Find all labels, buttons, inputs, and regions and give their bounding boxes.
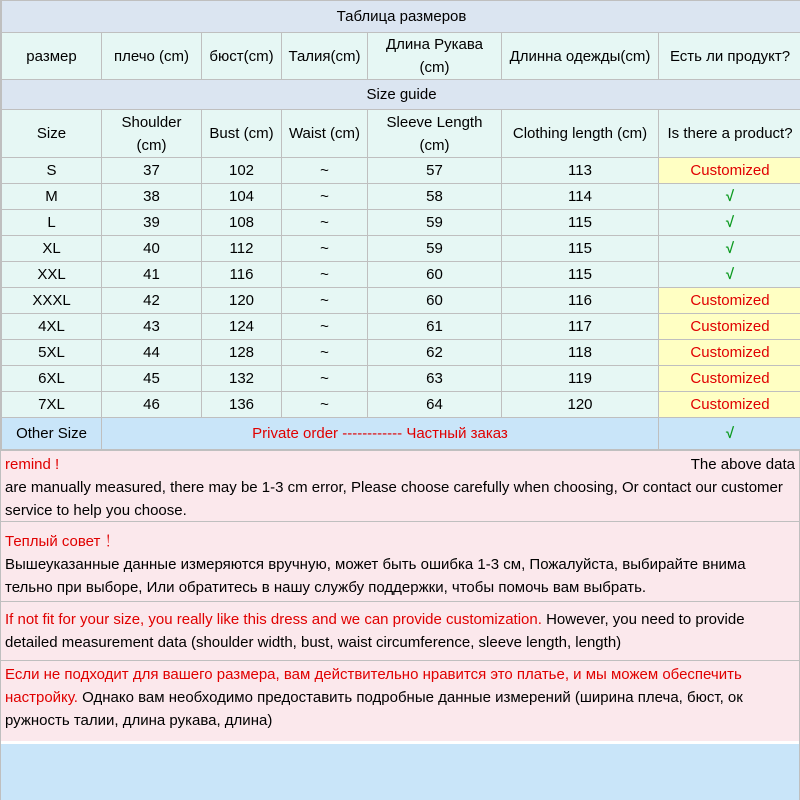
cell-shoulder: 46 xyxy=(102,392,202,418)
checkmark-icon: √ xyxy=(659,262,800,288)
cell-shoulder: 39 xyxy=(102,210,202,236)
cell-shoulder: 45 xyxy=(102,366,202,392)
checkmark-icon: √ xyxy=(659,210,800,236)
header-ru-length: Длинна одежды(cm) xyxy=(502,33,659,80)
cell-sleeve: 59 xyxy=(368,210,502,236)
other-size-row xyxy=(2,418,800,450)
checkmark-icon: √ xyxy=(659,418,800,450)
header-en-sleeve: Sleeve Length (cm) xyxy=(368,110,502,158)
size-table xyxy=(1,0,800,450)
cell-size: S xyxy=(2,158,102,184)
cell-length: 116 xyxy=(502,288,659,314)
customized-badge: Customized xyxy=(659,340,800,366)
cell-length: 120 xyxy=(502,392,659,418)
table-title-ru: Таблица размеров xyxy=(2,1,800,33)
customized-badge: Customized xyxy=(659,314,800,340)
remind-title: remind ! xyxy=(5,456,60,473)
cell-bust: 102 xyxy=(202,158,282,184)
cell-size: 4XL xyxy=(2,314,102,340)
header-ru-size: размер xyxy=(2,33,102,80)
cell-size: 6XL xyxy=(2,366,102,392)
cell-shoulder: 44 xyxy=(102,340,202,366)
cell-bust: 108 xyxy=(202,210,282,236)
cell-sleeve: 57 xyxy=(368,158,502,184)
table-row xyxy=(2,314,800,340)
header-en-bust: Bust (cm) xyxy=(202,110,282,158)
customized-badge: Customized xyxy=(659,288,800,314)
cell-length: 115 xyxy=(502,210,659,236)
title-en-row xyxy=(2,80,800,110)
cell-waist: ~ xyxy=(282,340,368,366)
cell-shoulder: 42 xyxy=(102,288,202,314)
cell-sleeve: 60 xyxy=(368,262,502,288)
cell-length: 118 xyxy=(502,340,659,366)
table-row xyxy=(2,392,800,418)
cell-length: 115 xyxy=(502,262,659,288)
table-row xyxy=(2,210,800,236)
cell-size: XL xyxy=(2,236,102,262)
cell-size: XXL xyxy=(2,262,102,288)
cell-shoulder: 41 xyxy=(102,262,202,288)
custom-ru-red: Если не подходит для вашего размера, вам действительно нравится это платье, и мы можем обеспечить настройку. xyxy=(5,666,742,706)
table-row xyxy=(2,340,800,366)
cell-sleeve: 61 xyxy=(368,314,502,340)
cell-bust: 120 xyxy=(202,288,282,314)
private-order-text: Private order ------------ Частный заказ xyxy=(102,418,659,450)
cell-bust: 136 xyxy=(202,392,282,418)
cell-sleeve: 62 xyxy=(368,340,502,366)
remind-line1-right: The above data xyxy=(690,456,795,473)
cell-waist: ~ xyxy=(282,158,368,184)
checkmark-icon: √ xyxy=(659,184,800,210)
remind-text: are manually measured, there may be 1-3 cm error, Please choose carefully when choosing, Or contact our customer service to help you choose. xyxy=(5,479,783,519)
table-title-en: Size guide xyxy=(2,80,800,110)
custom-en-black: However, you need to provide detailed measurement data (shoulder width, bust, waist circumference, sleeve length, length) xyxy=(5,611,745,651)
footer-band xyxy=(1,744,799,800)
table-row xyxy=(2,366,800,392)
cell-length: 114 xyxy=(502,184,659,210)
header-en-size: Size xyxy=(2,110,102,158)
custom-en-section xyxy=(1,601,799,660)
cell-sleeve: 59 xyxy=(368,236,502,262)
cell-waist: ~ xyxy=(282,392,368,418)
cell-bust: 124 xyxy=(202,314,282,340)
header-en-product: Is there a product? xyxy=(659,110,800,158)
cell-waist: ~ xyxy=(282,314,368,340)
cell-bust: 112 xyxy=(202,236,282,262)
customized-badge: Customized xyxy=(659,392,800,418)
cell-waist: ~ xyxy=(282,184,368,210)
cell-bust: 116 xyxy=(202,262,282,288)
remind-section xyxy=(1,450,799,521)
cell-length: 115 xyxy=(502,236,659,262)
custom-en-red: If not fit for your size, you really like this dress and we can provide customization. xyxy=(5,611,542,628)
table-row xyxy=(2,288,800,314)
cell-bust: 104 xyxy=(202,184,282,210)
header-ru-product: Есть ли продукт? xyxy=(659,33,800,80)
cell-sleeve: 64 xyxy=(368,392,502,418)
header-ru-shoulder: плечо (cm) xyxy=(102,33,202,80)
title-ru-row xyxy=(2,1,800,33)
customized-badge: Customized xyxy=(659,158,800,184)
checkmark-icon: √ xyxy=(659,236,800,262)
tip-ru-title: Теплый совет ！ xyxy=(5,533,120,550)
size-rows xyxy=(2,158,800,418)
table-row xyxy=(2,158,800,184)
header-en-shoulder: Shoulder (cm) xyxy=(102,110,202,158)
cell-sleeve: 63 xyxy=(368,366,502,392)
custom-ru-section xyxy=(1,660,799,741)
cell-waist: ~ xyxy=(282,262,368,288)
cell-sleeve: 60 xyxy=(368,288,502,314)
table-row xyxy=(2,184,800,210)
table-row xyxy=(2,262,800,288)
header-ru-row xyxy=(2,33,800,80)
cell-length: 119 xyxy=(502,366,659,392)
tip-ru-section xyxy=(1,521,799,601)
other-size-label: Other Size xyxy=(2,418,102,450)
cell-length: 113 xyxy=(502,158,659,184)
header-en-row xyxy=(2,110,800,158)
cell-waist: ~ xyxy=(282,366,368,392)
cell-shoulder: 40 xyxy=(102,236,202,262)
table-row xyxy=(2,236,800,262)
header-ru-sleeve: Длина Рукава (cm) xyxy=(368,33,502,80)
cell-size: M xyxy=(2,184,102,210)
cell-bust: 128 xyxy=(202,340,282,366)
cell-bust: 132 xyxy=(202,366,282,392)
cell-length: 117 xyxy=(502,314,659,340)
cell-size: L xyxy=(2,210,102,236)
cell-size: 7XL xyxy=(2,392,102,418)
cell-size: 5XL xyxy=(2,340,102,366)
tip-ru-text: Вышеуказанные данные измеряются вручную, может быть ошибка 1-3 см, Пожалуйста, выбирайте внима тельно при выборе, Или обратитесь в нашу службу поддержки, чтобы помочь вам выбрать. xyxy=(5,556,746,596)
cell-waist: ~ xyxy=(282,288,368,314)
custom-ru-black: Однако вам необходимо предоставить подробные данные измерений (ширина плеча, бюст, ок ружность талии, длина рукава, длина) xyxy=(5,689,743,729)
cell-size: XXXL xyxy=(2,288,102,314)
cell-shoulder: 38 xyxy=(102,184,202,210)
cell-sleeve: 58 xyxy=(368,184,502,210)
cell-waist: ~ xyxy=(282,236,368,262)
cell-shoulder: 37 xyxy=(102,158,202,184)
header-en-length: Clothing length (cm) xyxy=(502,110,659,158)
cell-shoulder: 43 xyxy=(102,314,202,340)
header-ru-bust: бюст(cm) xyxy=(202,33,282,80)
customized-badge: Customized xyxy=(659,366,800,392)
cell-waist: ~ xyxy=(282,210,368,236)
header-ru-waist: Талия(cm) xyxy=(282,33,368,80)
header-en-waist: Waist (cm) xyxy=(282,110,368,158)
